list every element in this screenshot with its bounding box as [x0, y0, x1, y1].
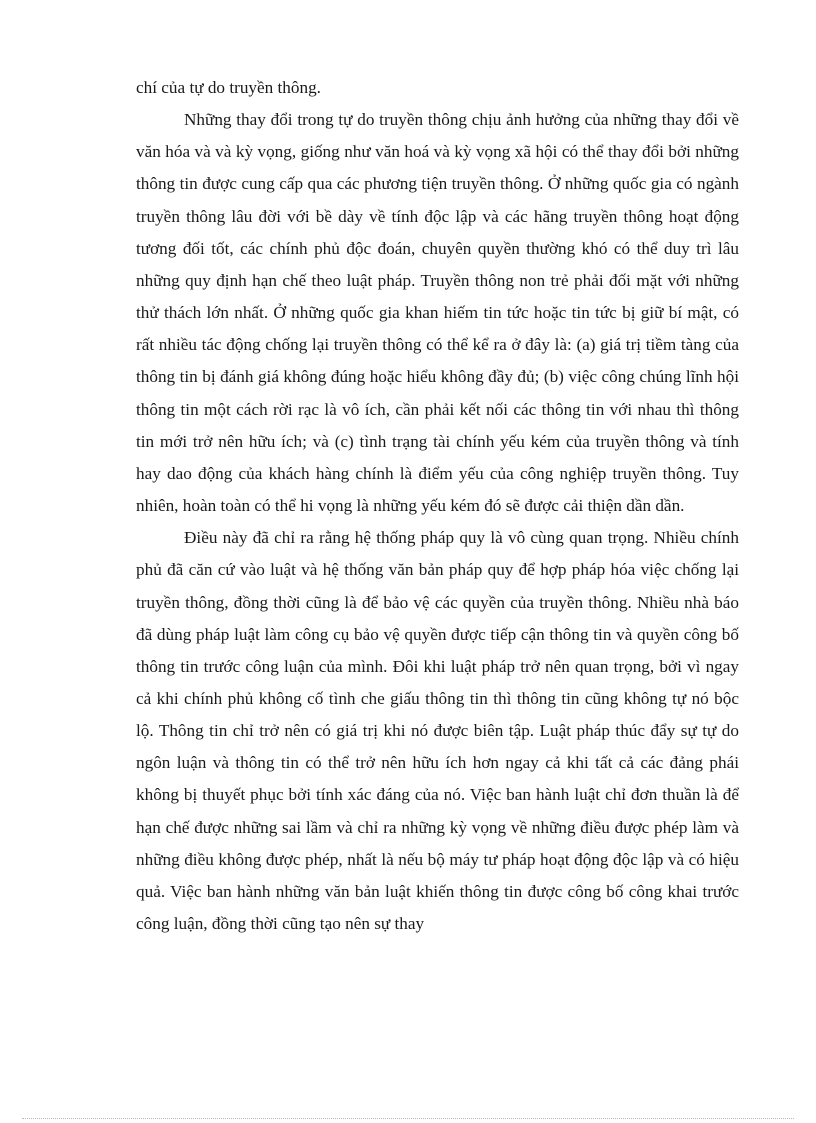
paragraph-legal-system: Điều này đã chỉ ra rằng hệ thống pháp quy là vô cùng quan trọng. Nhiều chính phủ đã căn cứ vào luật và hệ thống văn bản pháp quy để hợp pháp hóa việc chống lại truyền thông, đồng thời cũng là để bảo vệ các quyền của truyền thông. Nhiều nhà báo đã dùng pháp luật làm công cụ bảo vệ quyền được tiếp cận thông tin và quyền công bố thông tin trước công luận của mình. Đôi khi luật pháp trở nên quan trọng, bởi vì ngay cả khi chính phủ không cố tình che giấu thông tin thì thông tin cũng không tự nó bộc lộ. Thông tin chỉ trở nên có giá trị khi nó được biên tập. Luật pháp thúc đẩy sự tự do ngôn luận và thông tin có thể trở nên hữu ích hơn ngay cả khi tất cả các đảng phái không bị thuyết phục bởi tính xác đáng của nó. Việc ban hành luật chỉ đơn thuần là để hạn chế được những sai lầm và chỉ ra những kỳ vọng về những điều được phép làm và những điều không được phép, nhất là nếu bộ máy tư pháp hoạt động độc lập và có hiệu quả. Việc ban hành những văn bản luật khiến thông tin được công bố công khai trước công luận, đồng thời cũng tạo nên sự thay — [136, 528, 739, 934]
paragraph-media-freedom-changes: Những thay đổi trong tự do truyền thông chịu ảnh hưởng của những thay đổi về văn hóa và và kỳ vọng, giống như văn hoá và kỳ vọng xã hội có thể thay đổi bởi những thông tin được cung cấp qua các phương tiện truyền thông. Ở những quốc gia có ngành truyền thông lâu đời với bề dày về tính độc lập và các hãng truyền thông hoạt động tương đối tốt, các chính phủ độc đoán, chuyên quyền thường khó có thể duy trì lâu những quy định hạn chế theo luật pháp. Truyền thông non trẻ phải đối mặt với những thử thách lớn nhất. Ở những quốc gia khan hiếm tin tức hoặc tin tức bị giữ bí mật, có rất nhiều tác động chống lại truyền thông có thể kể ra ở đây là: (a) giá trị tiềm tàng của thông tin bị đánh giá không đúng hoặc hiểu không đầy đủ; (b) việc công chúng lĩnh hội thông tin một cách rời rạc là vô ích, cần phải kết nối các thông tin với nhau thì thông tin mới trở nên hữu ích; và (c) tình trạng tài chính yếu kém của truyền thông và tính hay dao động của khách hàng chính là điểm yếu của công nghiệp truyền thông. Tuy nhiên, hoàn toàn có thể hi vọng là những yếu kém đó sẽ được cải thiện dần dần. — [136, 110, 739, 516]
body-text — [136, 72, 739, 940]
page-bottom-divider — [22, 1118, 794, 1119]
paragraph-continuation: chí của tự do truyền thông. — [136, 78, 321, 97]
